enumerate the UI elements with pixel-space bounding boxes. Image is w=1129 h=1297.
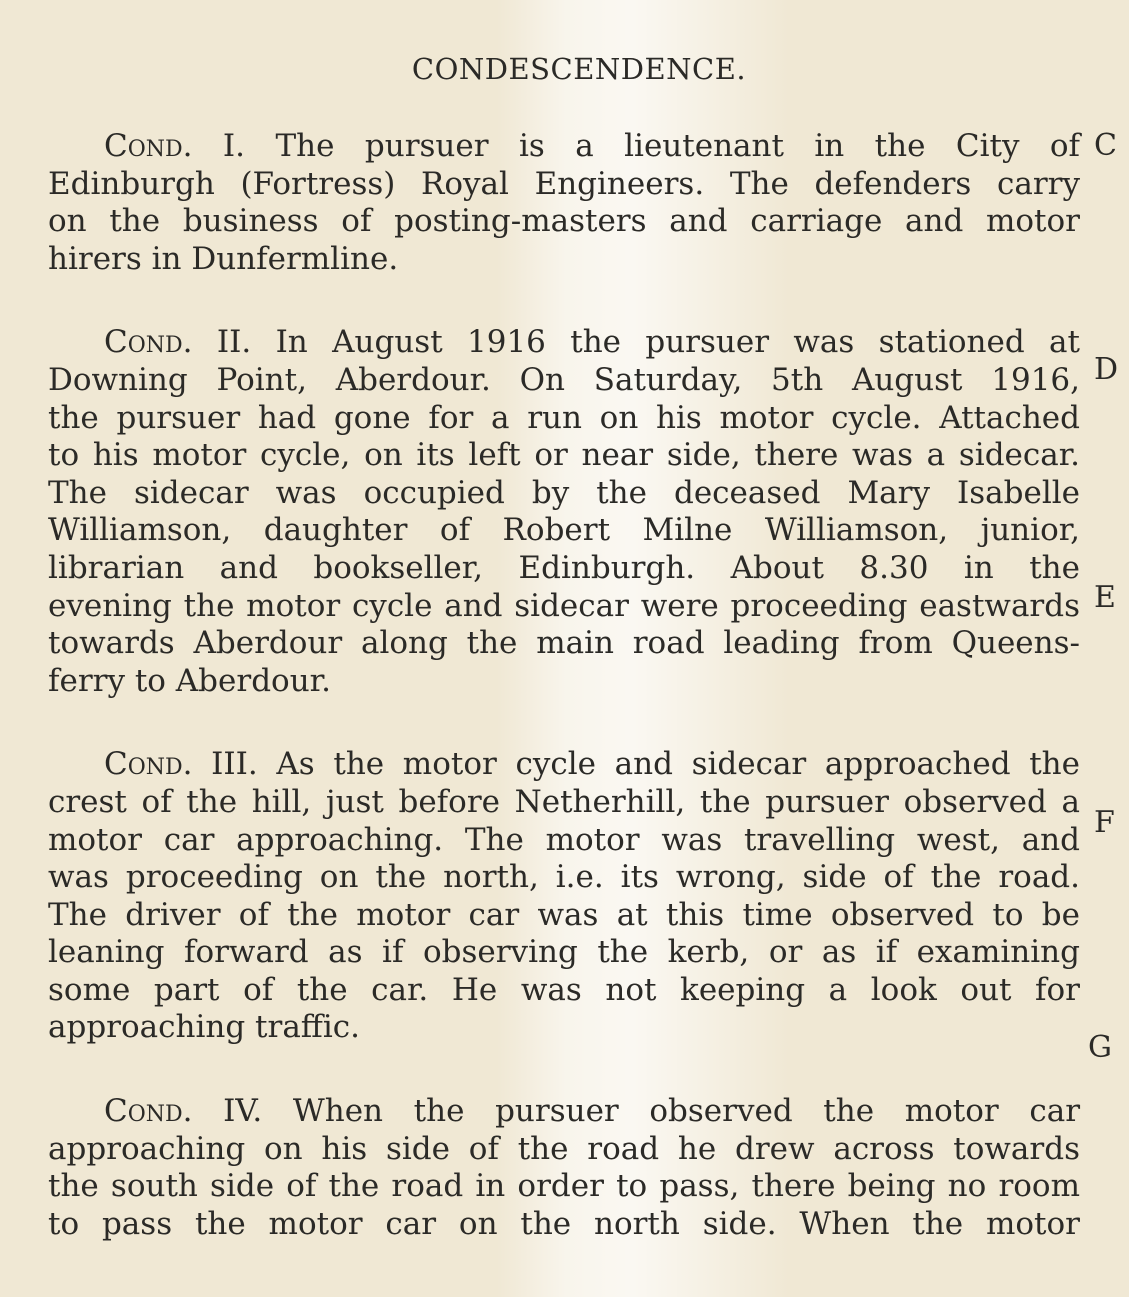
paragraph-line: Cond. II. In August 1916 the pursuer was stationed at: [104, 324, 1080, 361]
paragraph-line: approaching traffic.: [48, 1009, 360, 1046]
paragraph-line: ferry to Aberdour.: [48, 662, 331, 699]
paragraph-line: the south side of the road in order to pass, there being no room: [48, 1168, 1080, 1205]
page-title: CONDESCENDENCE.: [411, 52, 747, 86]
paragraph-line: to his motor cycle, on its left or near side, there was a sidecar.: [48, 437, 1080, 474]
margin-letter-g: G: [1088, 1030, 1112, 1065]
paragraph-line: Cond. III. As the motor cycle and sidecar approached the: [104, 746, 1080, 783]
cond-label: Cond. IV.: [104, 1093, 263, 1130]
condescendence-paragraph-4: [48, 1093, 1080, 1243]
paragraph-line: on the business of posting-masters and carriage and motor: [48, 203, 1080, 240]
paragraph-line: Cond. I. The pursuer is a lieutenant in the City of: [104, 128, 1081, 164]
condescendence-paragraph-3: [48, 746, 1080, 1047]
paragraph-line: was proceeding on the north, i.e. its wrong, side of the road.: [48, 859, 1080, 896]
paragraph-line: crest of the hill, just before Netherhill, the pursuer observed a: [48, 783, 1080, 820]
paragraph-line: some part of the car. He was not keeping a look out for: [48, 971, 1080, 1008]
cond-label: Cond. I.: [104, 128, 246, 164]
paragraph-line: Edinburgh (Fortress) Royal Engineers. The defenders carry: [48, 165, 1080, 202]
cond-label: Cond. II.: [104, 324, 252, 361]
paragraph-line: approaching on his side of the road he drew across towards: [48, 1130, 1080, 1167]
paragraph-line: towards Aberdour along the main road leading from Queens-: [48, 625, 1080, 662]
paragraph-line: The sidecar was occupied by the deceased Mary Isabelle: [48, 474, 1080, 511]
margin-letter-e: E: [1094, 580, 1116, 615]
margin-letter-d: D: [1094, 352, 1119, 387]
paragraph-line: motor car approaching. The motor was travelling west, and: [48, 821, 1080, 858]
paragraph-line: hirers in Dunfermline.: [48, 240, 399, 277]
paragraph-line: librarian and bookseller, Edinburgh. About 8.30 in the: [48, 549, 1080, 586]
paragraph-line: Downing Point, Aberdour. On Saturday, 5th August 1916,: [48, 361, 1080, 398]
paragraph-line: leaning forward as if observing the kerb, or as if examining: [48, 934, 1080, 971]
document-body: [48, 52, 1080, 1289]
paragraph-line: Cond. IV. When the pursuer observed the motor car: [104, 1093, 1081, 1130]
condescendence-paragraph-1: [48, 128, 1080, 278]
paragraph-line: Williamson, daughter of Robert Milne Williamson, junior,: [48, 512, 1080, 549]
paragraph-line: the pursuer had gone for a run on his motor cycle. Attached: [48, 399, 1080, 436]
margin-letter-c: C: [1094, 128, 1117, 163]
paragraph-line: to pass the motor car on the north side. When the motor: [48, 1205, 1080, 1242]
cond-label: Cond. III.: [104, 746, 258, 783]
paragraph-line: The driver of the motor car was at this time observed to be: [48, 896, 1080, 933]
margin-letter-f: F: [1094, 805, 1115, 840]
condescendence-paragraph-2: [48, 324, 1080, 700]
paragraph-line: evening the motor cycle and sidecar were proceeding eastwards: [48, 587, 1080, 624]
